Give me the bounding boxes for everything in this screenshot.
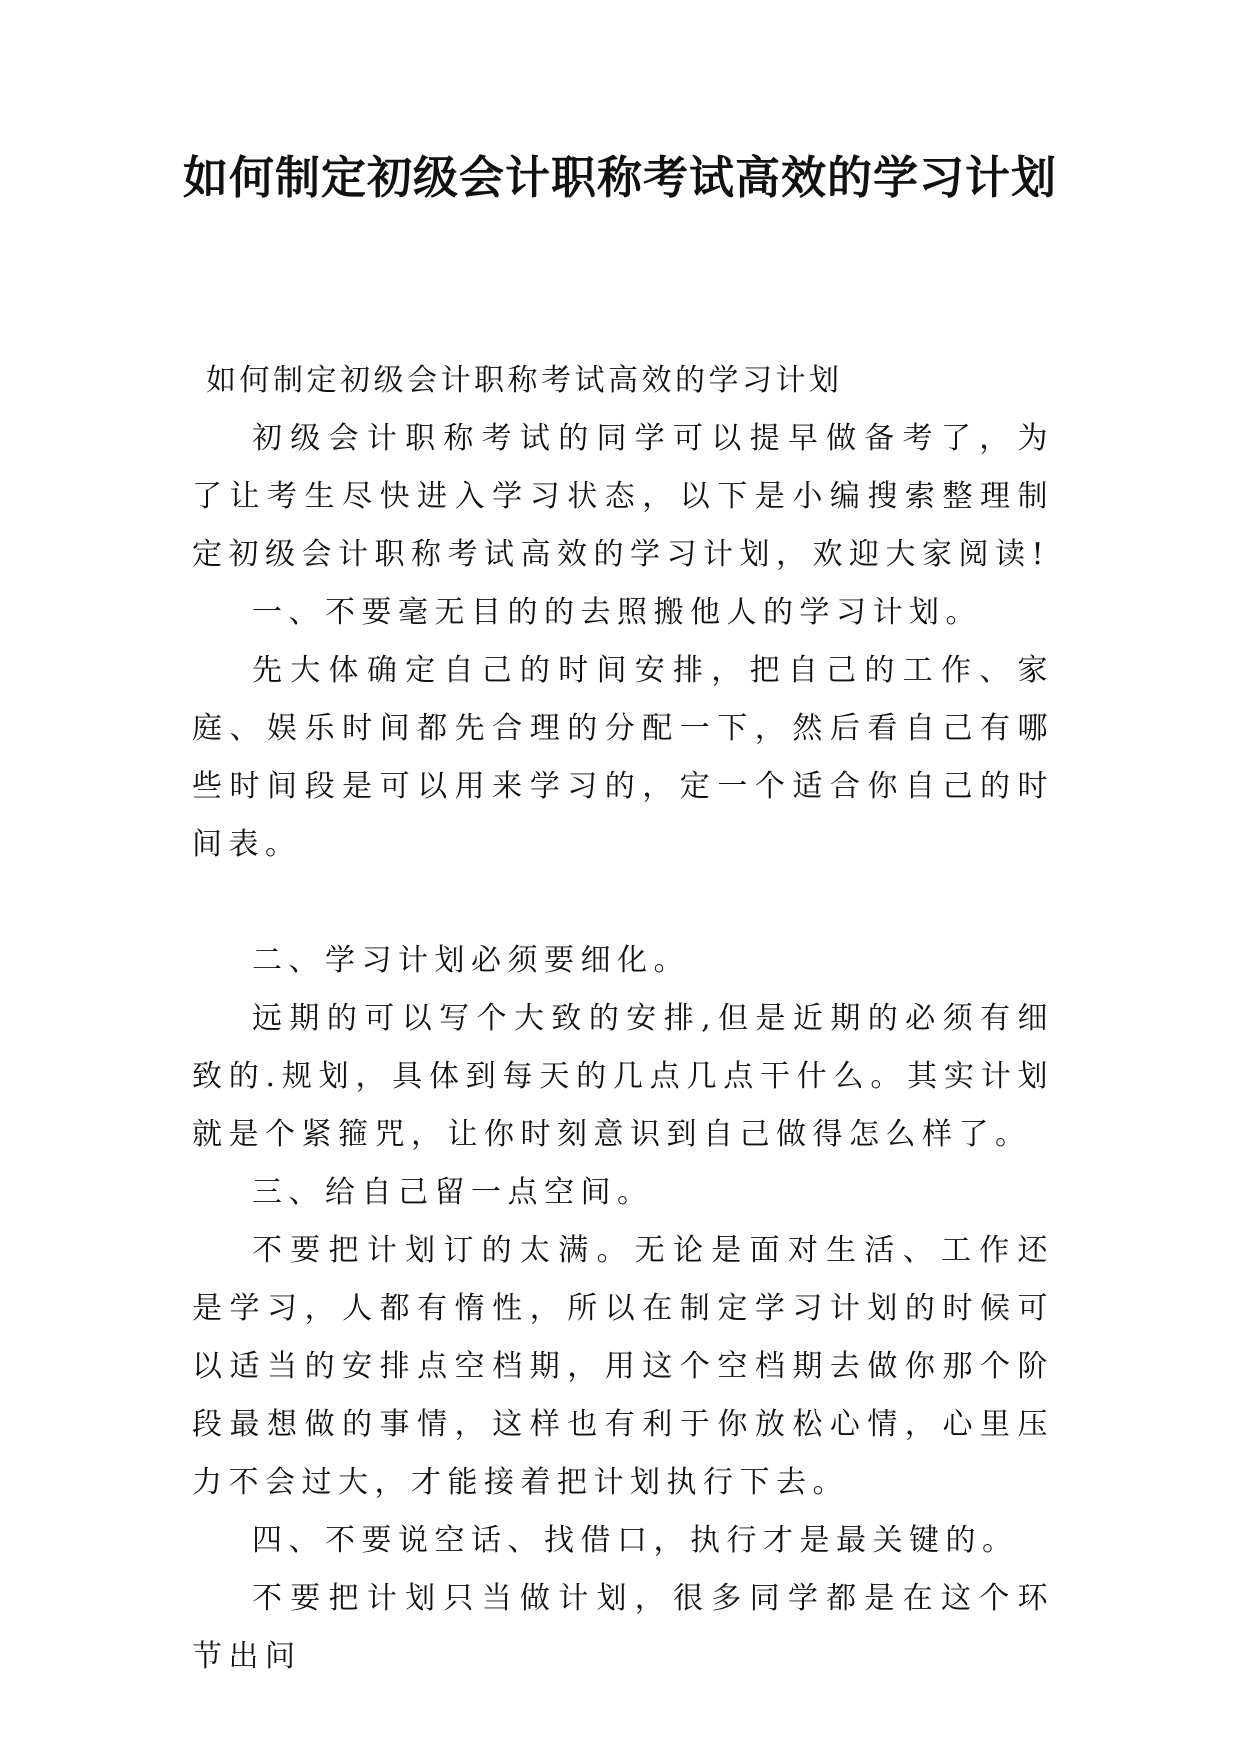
document-title: 如何制定初级会计职称考试高效的学习计划 (182, 151, 1057, 204)
section-heading-3: 三、给自己留一点空间。 (252, 1175, 654, 1210)
intro-paragraph: 初级会计职称考试的同学可以提早做备考了，为了让考生尽快进入学习状态，以下是小编搜索整理制定初级会计职称考试高效的学习计划，欢迎大家阅读! (192, 421, 1054, 572)
document-body (192, 352, 1054, 1686)
section-paragraph-3: 不要把计划订的太满。无论是面对生活、工作还是学习，人都有惰性，所以在制定学习计划的时候可以适当的安排点空档期，用这个空档期去做你那个阶段最想做的事情，这样也有利于你放松心情，心里压力不会过大，才能接着把计划执行下去。 (192, 1233, 1054, 1500)
blank-line (192, 874, 1054, 932)
section-paragraph-2: 远期的可以写个大致的安排,但是近期的必须有细致的.规划，具体到每天的几点几点干什么。其实计划就是个紧箍咒，让你时刻意识到自己做得怎么样了。 (192, 1001, 1054, 1152)
document-subtitle: 如何制定初级会计职称考试高效的学习计划 (206, 363, 843, 398)
section-paragraph-4: 不要把计划只当做计划，很多同学都是在这个环节出问 (192, 1581, 1054, 1674)
section-paragraph-1: 先大体确定自己的时间安排，把自己的工作、家庭、娱乐时间都先合理的分配一下，然后看自己有哪些时间段是可以用来学习的，定一个适合你自己的时间表。 (192, 653, 1054, 862)
section-heading-4: 四、不要说空话、找借口，执行才是最关键的。 (252, 1523, 1019, 1558)
section-heading-2: 二、学习计划必须要细化。 (252, 943, 690, 978)
section-heading-1: 一、不要毫无目的的去照搬他人的学习计划。 (252, 595, 982, 630)
